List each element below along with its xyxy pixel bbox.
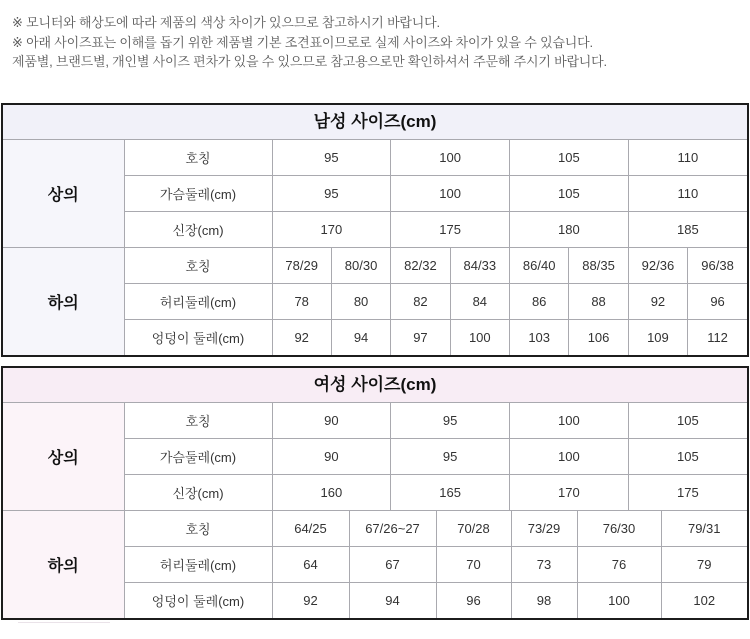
value-cell: 100 <box>577 582 661 618</box>
row-label-cell: 호칭 <box>124 511 272 547</box>
table-row <box>3 511 747 547</box>
value-cell: 175 <box>391 211 510 247</box>
value-cell: 110 <box>628 140 747 176</box>
value-cell: 102 <box>661 582 747 618</box>
value-cell: 98 <box>511 582 577 618</box>
value-cell: 165 <box>391 474 510 510</box>
value-cell: 67/26~27 <box>349 511 436 547</box>
value-cell: 100 <box>510 403 629 439</box>
table-row <box>3 403 747 439</box>
value-cell: 96 <box>436 582 511 618</box>
value-cell: 92 <box>272 582 349 618</box>
faint-divider-artifact <box>18 622 110 623</box>
value-cell: 73/29 <box>511 511 577 547</box>
value-cell: 96/38 <box>688 248 747 284</box>
value-cell: 110 <box>628 175 747 211</box>
value-cell: 105 <box>628 438 747 474</box>
value-cell: 92 <box>272 319 331 355</box>
value-cell: 76 <box>577 546 661 582</box>
womens-size-table <box>1 366 749 620</box>
value-cell: 185 <box>628 211 747 247</box>
section-label-cell: 하의 <box>3 511 124 618</box>
value-cell: 79 <box>661 546 747 582</box>
row-label-cell: 신장(cm) <box>124 211 272 247</box>
row-label-cell: 가슴둘레(cm) <box>124 175 272 211</box>
value-cell: 96 <box>688 283 747 319</box>
row-label-cell: 엉덩이 둘레(cm) <box>124 582 272 618</box>
section-label-cell: 상의 <box>3 140 124 248</box>
value-cell: 86 <box>510 283 569 319</box>
value-cell: 100 <box>510 438 629 474</box>
row-label-cell: 허리둘레(cm) <box>124 283 272 319</box>
disclaimer-line-3: 제품별, 브랜드별, 개인별 사이즈 편차가 있을 수 있으므로 참고용으로만 확인하셔서 주문해 주시기 바랍니다. <box>12 54 607 69</box>
disclaimer-line-1: ※ 모니터와 해상도에 따라 제품의 색상 차이가 있으므로 참고하시기 바랍니다. <box>12 15 440 30</box>
row-label-cell: 호칭 <box>124 403 272 439</box>
value-cell: 90 <box>272 438 391 474</box>
value-cell: 84/33 <box>450 248 509 284</box>
value-cell: 180 <box>510 211 629 247</box>
value-cell: 100 <box>391 175 510 211</box>
value-cell: 97 <box>391 319 450 355</box>
value-cell: 94 <box>331 319 390 355</box>
value-cell: 95 <box>391 438 510 474</box>
value-cell: 82 <box>391 283 450 319</box>
womens-table-title: 여성 사이즈(cm) <box>3 368 747 403</box>
row-label-cell: 엉덩이 둘레(cm) <box>124 319 272 355</box>
mens-table-title: 남성 사이즈(cm) <box>3 105 747 140</box>
value-cell: 73 <box>511 546 577 582</box>
value-cell: 160 <box>272 474 391 510</box>
value-cell: 90 <box>272 403 391 439</box>
value-cell: 64 <box>272 546 349 582</box>
row-label-cell: 호칭 <box>124 140 272 176</box>
value-cell: 170 <box>510 474 629 510</box>
value-cell: 79/31 <box>661 511 747 547</box>
value-cell: 95 <box>391 403 510 439</box>
disclaimer-line-2: ※ 아래 사이즈표는 이해를 돕기 위한 제품별 기본 조견표이므로로 실제 사이즈와 차이가 있을 수 있습니다. <box>12 34 593 50</box>
table-row <box>3 140 747 176</box>
value-cell: 175 <box>628 474 747 510</box>
value-cell: 109 <box>628 319 687 355</box>
value-cell: 82/32 <box>391 248 450 284</box>
value-cell: 105 <box>628 403 747 439</box>
row-label-cell: 신장(cm) <box>124 474 272 510</box>
value-cell: 95 <box>272 140 391 176</box>
mens-size-table <box>1 103 749 357</box>
section-label-cell: 하의 <box>3 248 124 355</box>
value-cell: 67 <box>349 546 436 582</box>
row-label-cell: 호칭 <box>124 248 272 284</box>
disclaimer-notes <box>0 0 750 72</box>
value-cell: 88/35 <box>569 248 628 284</box>
value-cell: 80 <box>331 283 390 319</box>
row-label-cell: 가슴둘레(cm) <box>124 438 272 474</box>
value-cell: 112 <box>688 319 747 355</box>
value-cell: 106 <box>569 319 628 355</box>
value-cell: 76/30 <box>577 511 661 547</box>
value-cell: 78 <box>272 283 331 319</box>
value-cell: 105 <box>510 175 629 211</box>
value-cell: 80/30 <box>331 248 390 284</box>
value-cell: 105 <box>510 140 629 176</box>
value-cell: 70/28 <box>436 511 511 547</box>
mens-tops-section <box>3 140 747 248</box>
row-label-cell: 허리둘레(cm) <box>124 546 272 582</box>
table-row <box>3 248 747 284</box>
value-cell: 100 <box>391 140 510 176</box>
mens-bottoms-section <box>3 248 747 355</box>
value-cell: 95 <box>272 175 391 211</box>
value-cell: 84 <box>450 283 509 319</box>
value-cell: 170 <box>272 211 391 247</box>
value-cell: 92/36 <box>628 248 687 284</box>
value-cell: 88 <box>569 283 628 319</box>
womens-tops-section <box>3 403 747 511</box>
value-cell: 64/25 <box>272 511 349 547</box>
value-cell: 70 <box>436 546 511 582</box>
value-cell: 94 <box>349 582 436 618</box>
value-cell: 92 <box>628 283 687 319</box>
womens-bottoms-section <box>3 511 747 618</box>
value-cell: 86/40 <box>510 248 569 284</box>
section-label-cell: 상의 <box>3 403 124 511</box>
value-cell: 100 <box>450 319 509 355</box>
value-cell: 78/29 <box>272 248 331 284</box>
value-cell: 103 <box>510 319 569 355</box>
